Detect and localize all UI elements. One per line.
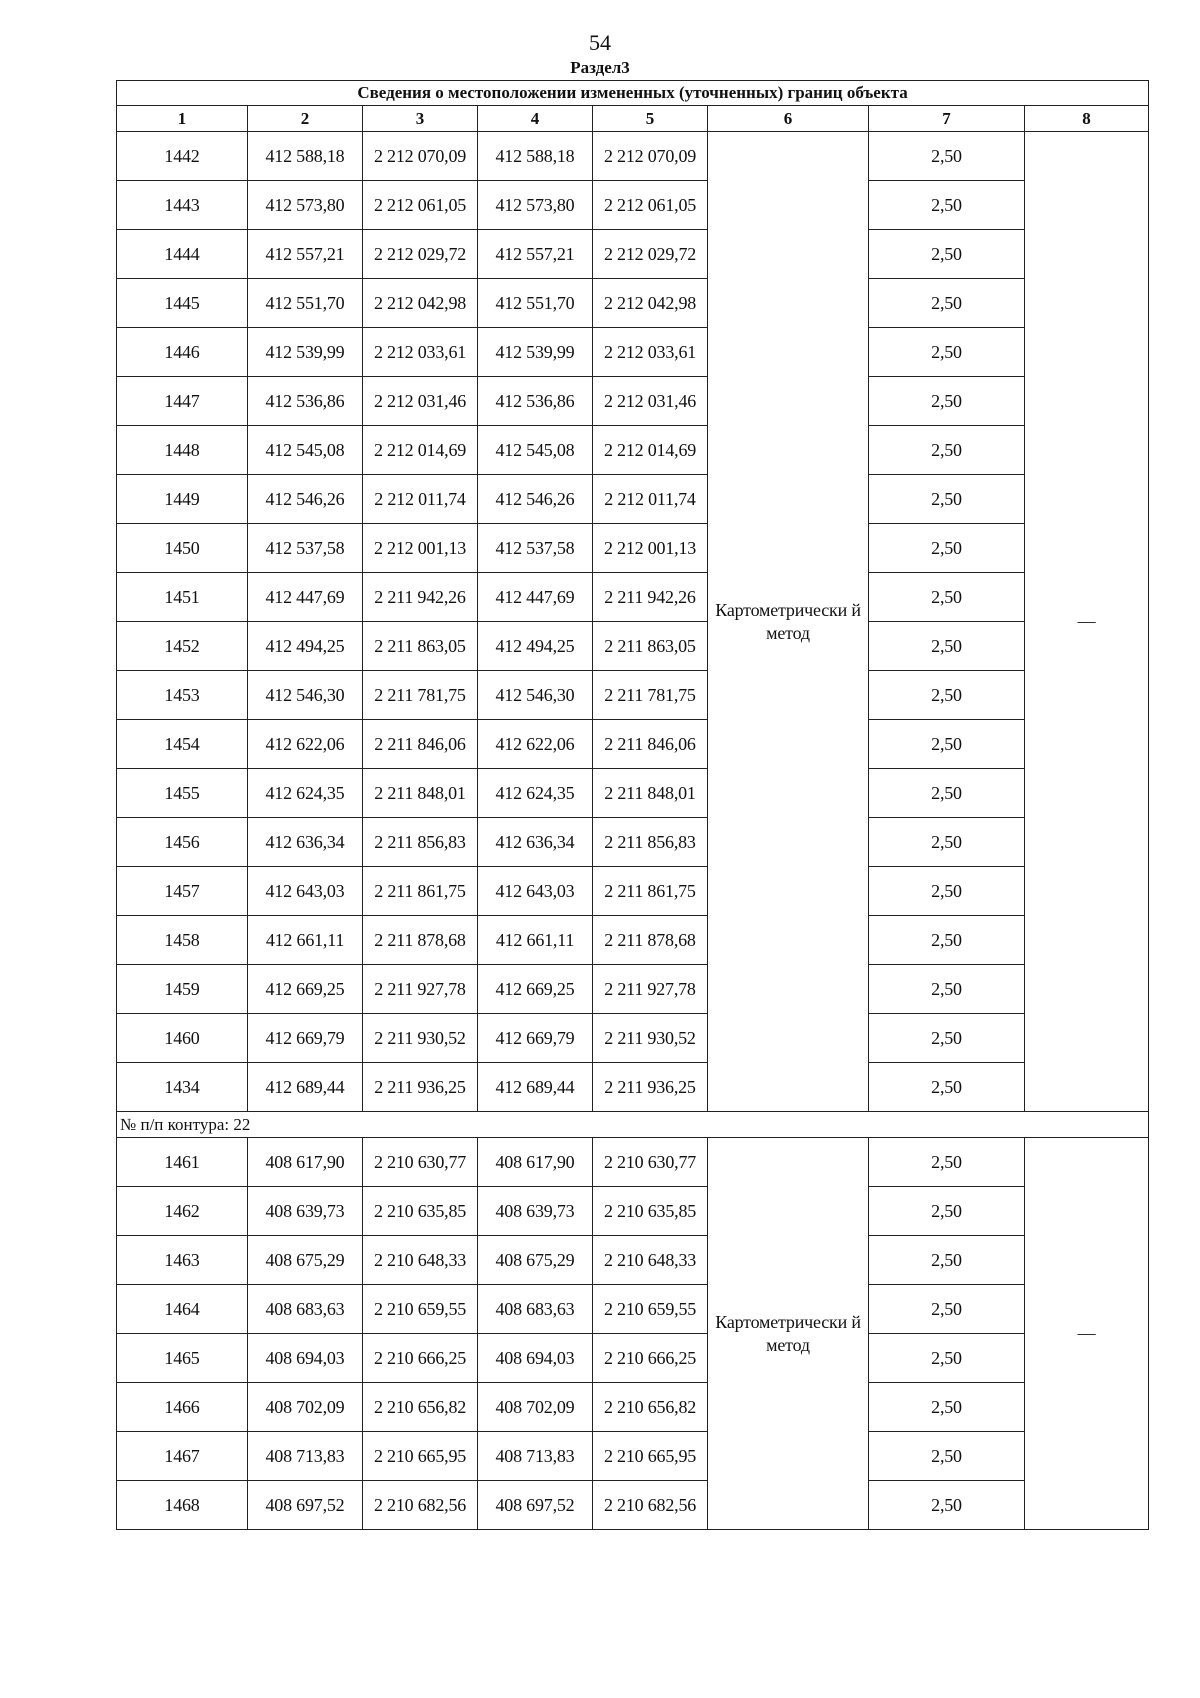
precision-cell: 2,50: [869, 622, 1025, 671]
precision-cell: 2,50: [869, 573, 1025, 622]
y-refined-cell: 2 212 033,61: [593, 328, 708, 377]
point-number-cell: 1444: [117, 230, 248, 279]
table-row: [117, 1285, 1149, 1334]
precision-cell: 2,50: [869, 1432, 1025, 1481]
table-row: [117, 1187, 1149, 1236]
point-number-cell: 1452: [117, 622, 248, 671]
x-existing-cell: 408 694,03: [248, 1334, 363, 1383]
point-number-cell: 1449: [117, 475, 248, 524]
table-caption: Сведения о местоположении измененных (уточненных) границ объекта: [117, 81, 1149, 106]
y-refined-cell: 2 210 659,55: [593, 1285, 708, 1334]
x-existing-cell: 408 683,63: [248, 1285, 363, 1334]
x-existing-cell: 412 636,34: [248, 818, 363, 867]
x-refined-cell: 412 622,06: [478, 720, 593, 769]
x-existing-cell: 408 675,29: [248, 1236, 363, 1285]
y-refined-cell: 2 211 927,78: [593, 965, 708, 1014]
x-refined-cell: 412 546,30: [478, 671, 593, 720]
table-row: [117, 916, 1149, 965]
precision-cell: 2,50: [869, 769, 1025, 818]
method-cell: Картометрически й метод: [708, 132, 869, 1112]
table-row: [117, 1236, 1149, 1285]
y-existing-cell: 2 212 001,13: [363, 524, 478, 573]
x-existing-cell: 412 494,25: [248, 622, 363, 671]
precision-cell: 2,50: [869, 132, 1025, 181]
table-row: [117, 475, 1149, 524]
precision-cell: 2,50: [869, 965, 1025, 1014]
x-refined-cell: 412 447,69: [478, 573, 593, 622]
precision-cell: 2,50: [869, 1187, 1025, 1236]
x-existing-cell: 412 557,21: [248, 230, 363, 279]
y-refined-cell: 2 210 635,85: [593, 1187, 708, 1236]
y-refined-cell: 2 212 029,72: [593, 230, 708, 279]
y-refined-cell: 2 212 014,69: [593, 426, 708, 475]
y-existing-cell: 2 212 029,72: [363, 230, 478, 279]
x-existing-cell: 412 447,69: [248, 573, 363, 622]
x-refined-cell: 408 697,52: [478, 1481, 593, 1530]
boundary-coordinates-table: [116, 80, 1149, 1530]
point-number-cell: 1446: [117, 328, 248, 377]
x-existing-cell: 412 551,70: [248, 279, 363, 328]
table-row: [117, 769, 1149, 818]
precision-cell: 2,50: [869, 720, 1025, 769]
y-existing-cell: 2 210 648,33: [363, 1236, 478, 1285]
column-header: 1: [117, 106, 248, 132]
y-existing-cell: 2 211 856,83: [363, 818, 478, 867]
y-existing-cell: 2 210 682,56: [363, 1481, 478, 1530]
precision-cell: 2,50: [869, 818, 1025, 867]
y-refined-cell: 2 211 930,52: [593, 1014, 708, 1063]
x-existing-cell: 412 536,86: [248, 377, 363, 426]
y-refined-cell: 2 211 856,83: [593, 818, 708, 867]
x-existing-cell: 412 539,99: [248, 328, 363, 377]
point-number-cell: 1461: [117, 1138, 248, 1187]
y-refined-cell: 2 211 942,26: [593, 573, 708, 622]
point-number-cell: 1447: [117, 377, 248, 426]
table-row: [117, 279, 1149, 328]
x-refined-cell: 412 494,25: [478, 622, 593, 671]
y-existing-cell: 2 211 846,06: [363, 720, 478, 769]
x-refined-cell: 412 669,79: [478, 1014, 593, 1063]
y-refined-cell: 2 211 878,68: [593, 916, 708, 965]
point-number-cell: 1442: [117, 132, 248, 181]
y-existing-cell: 2 212 061,05: [363, 181, 478, 230]
point-number-cell: 1450: [117, 524, 248, 573]
x-existing-cell: 412 545,08: [248, 426, 363, 475]
precision-cell: 2,50: [869, 475, 1025, 524]
y-existing-cell: 2 212 031,46: [363, 377, 478, 426]
point-number-cell: 1455: [117, 769, 248, 818]
x-existing-cell: 412 622,06: [248, 720, 363, 769]
x-refined-cell: 412 557,21: [478, 230, 593, 279]
note-cell: —: [1025, 1138, 1149, 1530]
y-existing-cell: 2 211 861,75: [363, 867, 478, 916]
x-refined-cell: 412 537,58: [478, 524, 593, 573]
point-number-cell: 1465: [117, 1334, 248, 1383]
y-existing-cell: 2 212 033,61: [363, 328, 478, 377]
section-title: Раздел3: [570, 58, 630, 77]
y-refined-cell: 2 211 781,75: [593, 671, 708, 720]
x-existing-cell: 408 639,73: [248, 1187, 363, 1236]
point-number-cell: 1443: [117, 181, 248, 230]
y-refined-cell: 2 210 665,95: [593, 1432, 708, 1481]
precision-cell: 2,50: [869, 916, 1025, 965]
column-header: 2: [248, 106, 363, 132]
x-existing-cell: 412 624,35: [248, 769, 363, 818]
x-existing-cell: 412 537,58: [248, 524, 363, 573]
table-row: [117, 132, 1149, 181]
y-refined-cell: 2 210 682,56: [593, 1481, 708, 1530]
precision-cell: 2,50: [869, 230, 1025, 279]
x-refined-cell: 412 636,34: [478, 818, 593, 867]
x-refined-cell: 412 539,99: [478, 328, 593, 377]
precision-cell: 2,50: [869, 181, 1025, 230]
note-cell: —: [1025, 132, 1149, 1112]
y-existing-cell: 2 211 930,52: [363, 1014, 478, 1063]
table-row: [117, 181, 1149, 230]
y-refined-cell: 2 212 011,74: [593, 475, 708, 524]
table-row: [117, 965, 1149, 1014]
x-refined-cell: 412 588,18: [478, 132, 593, 181]
table-row: [117, 573, 1149, 622]
table-row: [117, 1014, 1149, 1063]
precision-cell: 2,50: [869, 1236, 1025, 1285]
y-existing-cell: 2 211 927,78: [363, 965, 478, 1014]
precision-cell: 2,50: [869, 671, 1025, 720]
contour-row: [117, 1112, 1149, 1138]
x-refined-cell: 412 669,25: [478, 965, 593, 1014]
x-existing-cell: 412 661,11: [248, 916, 363, 965]
point-number-cell: 1457: [117, 867, 248, 916]
y-refined-cell: 2 211 863,05: [593, 622, 708, 671]
x-refined-cell: 412 643,03: [478, 867, 593, 916]
y-existing-cell: 2 210 630,77: [363, 1138, 478, 1187]
y-refined-cell: 2 212 070,09: [593, 132, 708, 181]
table-row: [117, 1481, 1149, 1530]
y-refined-cell: 2 210 666,25: [593, 1334, 708, 1383]
table-caption-row: [117, 81, 1149, 106]
y-existing-cell: 2 211 942,26: [363, 573, 478, 622]
x-refined-cell: 412 551,70: [478, 279, 593, 328]
table-row: [117, 426, 1149, 475]
precision-cell: 2,50: [869, 1334, 1025, 1383]
y-existing-cell: 2 211 878,68: [363, 916, 478, 965]
x-refined-cell: 412 546,26: [478, 475, 593, 524]
point-number-cell: 1451: [117, 573, 248, 622]
point-number-cell: 1454: [117, 720, 248, 769]
page-number: 54: [589, 30, 611, 55]
precision-cell: 2,50: [869, 524, 1025, 573]
x-existing-cell: 412 689,44: [248, 1063, 363, 1112]
x-refined-cell: 408 683,63: [478, 1285, 593, 1334]
point-number-cell: 1434: [117, 1063, 248, 1112]
precision-cell: 2,50: [869, 328, 1025, 377]
x-existing-cell: 408 713,83: [248, 1432, 363, 1481]
x-refined-cell: 412 624,35: [478, 769, 593, 818]
table-body: [117, 81, 1149, 1530]
table-row: [117, 720, 1149, 769]
point-number-cell: 1459: [117, 965, 248, 1014]
point-number-cell: 1467: [117, 1432, 248, 1481]
y-existing-cell: 2 210 635,85: [363, 1187, 478, 1236]
y-refined-cell: 2 212 031,46: [593, 377, 708, 426]
x-existing-cell: 412 546,30: [248, 671, 363, 720]
point-number-cell: 1453: [117, 671, 248, 720]
y-refined-cell: 2 211 861,75: [593, 867, 708, 916]
table-row: [117, 671, 1149, 720]
x-existing-cell: 408 702,09: [248, 1383, 363, 1432]
y-existing-cell: 2 211 848,01: [363, 769, 478, 818]
x-refined-cell: 408 639,73: [478, 1187, 593, 1236]
x-refined-cell: 408 702,09: [478, 1383, 593, 1432]
method-cell: Картометрически й метод: [708, 1138, 869, 1530]
precision-cell: 2,50: [869, 1481, 1025, 1530]
x-refined-cell: 408 617,90: [478, 1138, 593, 1187]
contour-label: № п/п контура: 22: [117, 1112, 1149, 1138]
x-existing-cell: 408 697,52: [248, 1481, 363, 1530]
y-existing-cell: 2 211 863,05: [363, 622, 478, 671]
point-number-cell: 1445: [117, 279, 248, 328]
x-existing-cell: 412 669,25: [248, 965, 363, 1014]
y-existing-cell: 2 210 666,25: [363, 1334, 478, 1383]
x-existing-cell: 412 546,26: [248, 475, 363, 524]
x-refined-cell: 412 661,11: [478, 916, 593, 965]
y-existing-cell: 2 210 659,55: [363, 1285, 478, 1334]
y-refined-cell: 2 210 630,77: [593, 1138, 708, 1187]
y-refined-cell: 2 211 846,06: [593, 720, 708, 769]
x-refined-cell: 412 573,80: [478, 181, 593, 230]
x-refined-cell: 408 675,29: [478, 1236, 593, 1285]
table-row: [117, 818, 1149, 867]
y-existing-cell: 2 212 011,74: [363, 475, 478, 524]
table-row: [117, 524, 1149, 573]
column-header: 4: [478, 106, 593, 132]
x-existing-cell: 408 617,90: [248, 1138, 363, 1187]
precision-cell: 2,50: [869, 1014, 1025, 1063]
column-header: 5: [593, 106, 708, 132]
y-existing-cell: 2 210 656,82: [363, 1383, 478, 1432]
y-existing-cell: 2 211 781,75: [363, 671, 478, 720]
precision-cell: 2,50: [869, 1138, 1025, 1187]
point-number-cell: 1458: [117, 916, 248, 965]
x-existing-cell: 412 573,80: [248, 181, 363, 230]
x-refined-cell: 408 713,83: [478, 1432, 593, 1481]
precision-cell: 2,50: [869, 1383, 1025, 1432]
table-row: [117, 1063, 1149, 1112]
point-number-cell: 1468: [117, 1481, 248, 1530]
x-existing-cell: 412 669,79: [248, 1014, 363, 1063]
point-number-cell: 1448: [117, 426, 248, 475]
x-existing-cell: 412 643,03: [248, 867, 363, 916]
point-number-cell: 1462: [117, 1187, 248, 1236]
table-row: [117, 622, 1149, 671]
y-existing-cell: 2 211 936,25: [363, 1063, 478, 1112]
precision-cell: 2,50: [869, 426, 1025, 475]
y-refined-cell: 2 211 936,25: [593, 1063, 708, 1112]
precision-cell: 2,50: [869, 279, 1025, 328]
table-row: [117, 1383, 1149, 1432]
point-number-cell: 1464: [117, 1285, 248, 1334]
table-row: [117, 377, 1149, 426]
y-existing-cell: 2 212 014,69: [363, 426, 478, 475]
y-existing-cell: 2 212 070,09: [363, 132, 478, 181]
column-header: 7: [869, 106, 1025, 132]
column-header-row: [117, 106, 1149, 132]
y-refined-cell: 2 212 042,98: [593, 279, 708, 328]
y-refined-cell: 2 211 848,01: [593, 769, 708, 818]
point-number-cell: 1463: [117, 1236, 248, 1285]
table-row: [117, 1334, 1149, 1383]
y-existing-cell: 2 210 665,95: [363, 1432, 478, 1481]
column-header: 6: [708, 106, 869, 132]
point-number-cell: 1460: [117, 1014, 248, 1063]
table-row: [117, 1138, 1149, 1187]
x-refined-cell: 408 694,03: [478, 1334, 593, 1383]
table-row: [117, 867, 1149, 916]
x-refined-cell: 412 536,86: [478, 377, 593, 426]
x-refined-cell: 412 545,08: [478, 426, 593, 475]
column-header: 8: [1025, 106, 1149, 132]
table-row: [117, 1432, 1149, 1481]
precision-cell: 2,50: [869, 377, 1025, 426]
table-row: [117, 328, 1149, 377]
y-refined-cell: 2 212 001,13: [593, 524, 708, 573]
y-refined-cell: 2 210 648,33: [593, 1236, 708, 1285]
table-row: [117, 230, 1149, 279]
y-refined-cell: 2 210 656,82: [593, 1383, 708, 1432]
precision-cell: 2,50: [869, 1063, 1025, 1112]
precision-cell: 2,50: [869, 1285, 1025, 1334]
column-header: 3: [363, 106, 478, 132]
x-existing-cell: 412 588,18: [248, 132, 363, 181]
point-number-cell: 1466: [117, 1383, 248, 1432]
x-refined-cell: 412 689,44: [478, 1063, 593, 1112]
precision-cell: 2,50: [869, 867, 1025, 916]
y-refined-cell: 2 212 061,05: [593, 181, 708, 230]
y-existing-cell: 2 212 042,98: [363, 279, 478, 328]
point-number-cell: 1456: [117, 818, 248, 867]
